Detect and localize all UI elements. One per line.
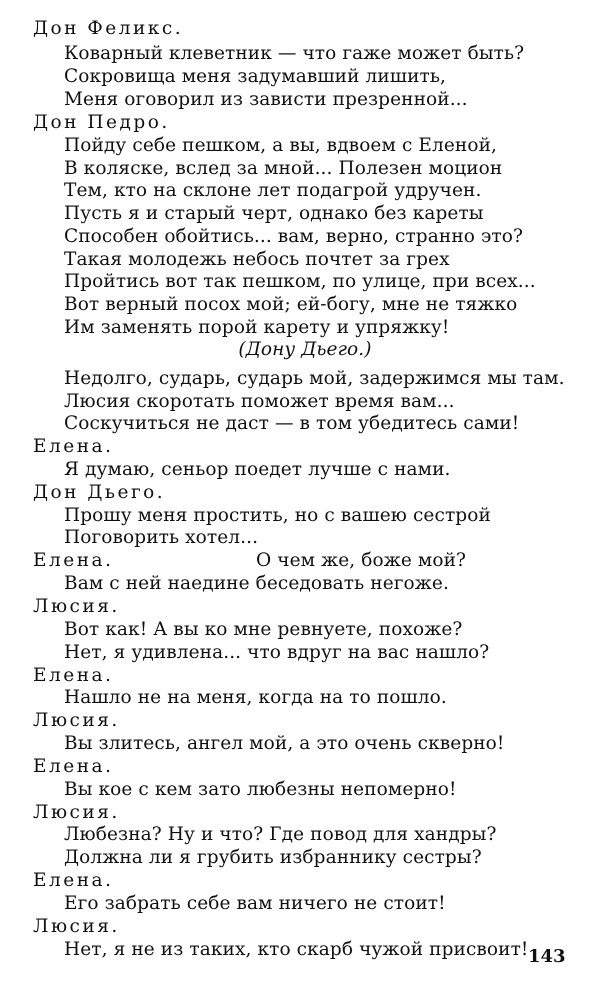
speaker-name: Елена. bbox=[33, 550, 114, 571]
verse-line: Вы злитесь, ангел мой, а это очень скверно! bbox=[64, 733, 505, 754]
verse-line: Соскучиться не даст — в том убедитесь сами! bbox=[64, 413, 520, 434]
verse-line: Любезна? Ну и что? Где повод для хандры? bbox=[64, 824, 497, 845]
verse-line: Сокровища меня задумавший лишить, bbox=[64, 66, 446, 87]
speaker-name: Дон Феликс. bbox=[33, 18, 184, 39]
speaker-name: Елена. bbox=[33, 436, 114, 457]
verse-line: Нет, я удивлена... что вдруг на вас нашло? bbox=[64, 642, 490, 663]
speaker-name: Елена. bbox=[33, 756, 114, 777]
verse-line: Такая молодежь небось почтет за грех bbox=[64, 249, 450, 270]
speaker-name: Елена. bbox=[33, 665, 114, 686]
verse-line: Люсия скоротать поможет время вам... bbox=[64, 391, 455, 412]
verse-line: Меня оговорил из зависти презренной... bbox=[64, 89, 468, 110]
stage-direction: (Дону Дьего.) bbox=[238, 339, 372, 360]
verse-line: Им заменять порой карету и упряжку! bbox=[64, 317, 450, 338]
speaker-name: Люсия. bbox=[33, 802, 120, 823]
verse-line: О чем же, боже мой? bbox=[256, 550, 467, 571]
verse-line: Вот как! А вы ко мне ревнуете, похоже? bbox=[64, 619, 463, 640]
verse-line: Я думаю, сеньор поедет лучше с нами. bbox=[64, 459, 451, 480]
verse-line: Нашло не на меня, когда на то пошло. bbox=[64, 687, 447, 708]
speaker-name: Люсия. bbox=[33, 916, 120, 937]
speaker-name: Дон Педро. bbox=[33, 112, 170, 133]
verse-line: Коварный клеветник — что гаже может быть? bbox=[64, 43, 525, 64]
speaker-name: Елена. bbox=[33, 870, 114, 891]
verse-line: Тем, кто на склоне лет подагрой удручен. bbox=[64, 180, 482, 201]
verse-line: Нет, я не из таких, кто скарб чужой присвоит! bbox=[64, 939, 529, 960]
verse-line: Прошу меня простить, но с вашею сестрой bbox=[64, 505, 491, 526]
speaker-name: Люсия. bbox=[33, 596, 120, 617]
verse-line: Недолго, сударь, сударь мой, задержимся мы там. bbox=[64, 368, 565, 389]
speaker-name: Люсия. bbox=[33, 710, 120, 731]
verse-line: Вы кое с кем зато любезны непомерно! bbox=[64, 779, 457, 800]
verse-line: Вот верный посох мой; ей-богу, мне не тяжко bbox=[64, 294, 518, 315]
verse-line: Должна ли я грубить избраннику сестры? bbox=[64, 847, 482, 868]
verse-line: Пройтись вот так пешком, по улице, при всех... bbox=[64, 271, 536, 292]
verse-line: Пусть я и старый черт, однако без кареты bbox=[64, 203, 484, 224]
verse-line: В коляске, вслед за мной... Полезен моцион bbox=[64, 158, 503, 179]
verse-line: Вам с ней наедине беседовать негоже. bbox=[64, 573, 449, 594]
verse-line: Его забрать себе вам ничего не стоит! bbox=[64, 893, 446, 914]
verse-line: Поговорить хотел... bbox=[64, 527, 259, 548]
verse-line: Пойду себе пешком, а вы, вдвоем с Еленой, bbox=[64, 135, 497, 156]
speaker-name: Дон Дьего. bbox=[33, 482, 166, 503]
page-number: 143 bbox=[528, 946, 566, 967]
verse-line: Способен обойтись... вам, верно, странно это? bbox=[64, 226, 524, 247]
